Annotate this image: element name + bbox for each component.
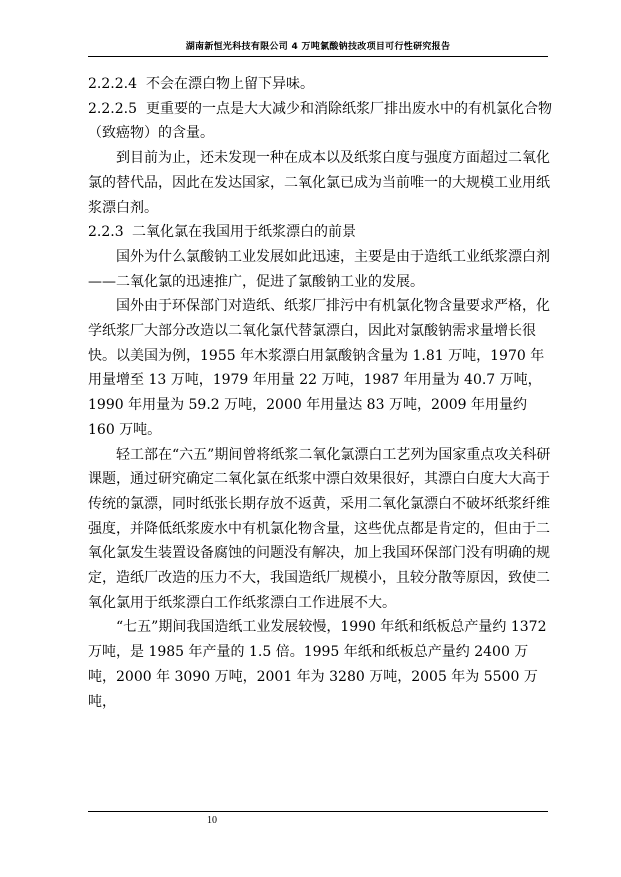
document-body <box>88 72 553 714</box>
section-2-2-2-4 <box>88 72 553 97</box>
document-header: 湖南新恒光科技有限公司 4 万吨氯酸钠技改项目可行性研究报告 <box>185 42 451 52</box>
header-divider <box>88 56 548 57</box>
paragraph-us-example: 国外由于环保部门对造纸、纸浆厂排污中有机氯化物含量要求严格，化学纸浆厂大部分改造以二氧化氯代替氯漂白，因此对氯酸钠需求量增长很快。以美国为例，1955 年木浆漂白用氯酸钠含量为 1.81 万吨，1970 年用量增至 13 万吨，1979 年用量 22 万吨，1987 年用量为 40.7 万吨，1990 年用量为 59.2 万吨，2000 年用量达 83 万吨，2009 年用量约 160 万吨。 <box>88 298 550 438</box>
page-number: 10 <box>207 815 217 826</box>
paragraph-foreign-growth: 国外为什么氯酸钠工业发展如此迅速，主要是由于造纸工业纸浆漂白剂——二氧化氯的迅速推广，促进了氯酸钠工业的发展。 <box>88 248 550 290</box>
paragraph-text: 更重要的一点是大大减少和消除纸浆厂排出废水中的有机氯化合物（致癌物）的含量。 <box>88 100 552 142</box>
section-2-2-2-5 <box>88 97 553 146</box>
section-number: 2.2.2.5 <box>88 100 137 117</box>
paragraph-seventh-five-year: “七五”期间我国造纸工业发展较慢，1990 年纸和纸板总产量约 1372 万吨，是 1985 年产量的 1.5 倍。1995 年纸和纸板总产量约 2400 万吨，2000 年 3090 万吨，2001 年为 3280 万吨，2005 年为 5500 万吨， <box>88 619 547 710</box>
section-number: 2.2.2.4 <box>88 76 137 92</box>
paragraph-no-substitute: 到目前为止，还未发现一种在成本以及纸浆白度与强度方面超过二氧化氯的替代品，因此在发达国家，二氧化氯已成为当前唯一的大规模工业用纸浆漂白剂。 <box>88 150 550 216</box>
footer-divider <box>88 811 548 812</box>
section-title: 二氧化氯在我国用于纸浆漂白的前景 <box>132 224 356 241</box>
section-number: 2.2.3 <box>88 224 124 241</box>
section-2-2-3-heading <box>88 220 553 245</box>
paragraph-ministry-research: 轻工部在“六五”期间曾将纸浆二氧化氯漂白工艺列为国家重点攻关科研课题，通过研究确定二氧化氯在纸浆中漂白效果很好，其漂白白度大大高于传统的氯漂，同时纸张长期存放不返黄，采用二氧化氯漂白不破坏纸浆纤维强度，并降低纸浆废水中有机氯化物含量，这些优点都是肯定的，但由于二氧化氯发生装置设备腐蚀的问题没有解决，加上我国环保部门没有明确的规定，造纸厂改造的压力不大，我国造纸厂规模小，且较分散等原因，致使二氧化氯用于纸浆漂白工作纸浆漂白工作进展不大。 <box>88 446 551 611</box>
paragraph-text: 不会在漂白物上留下异味。 <box>146 76 314 92</box>
